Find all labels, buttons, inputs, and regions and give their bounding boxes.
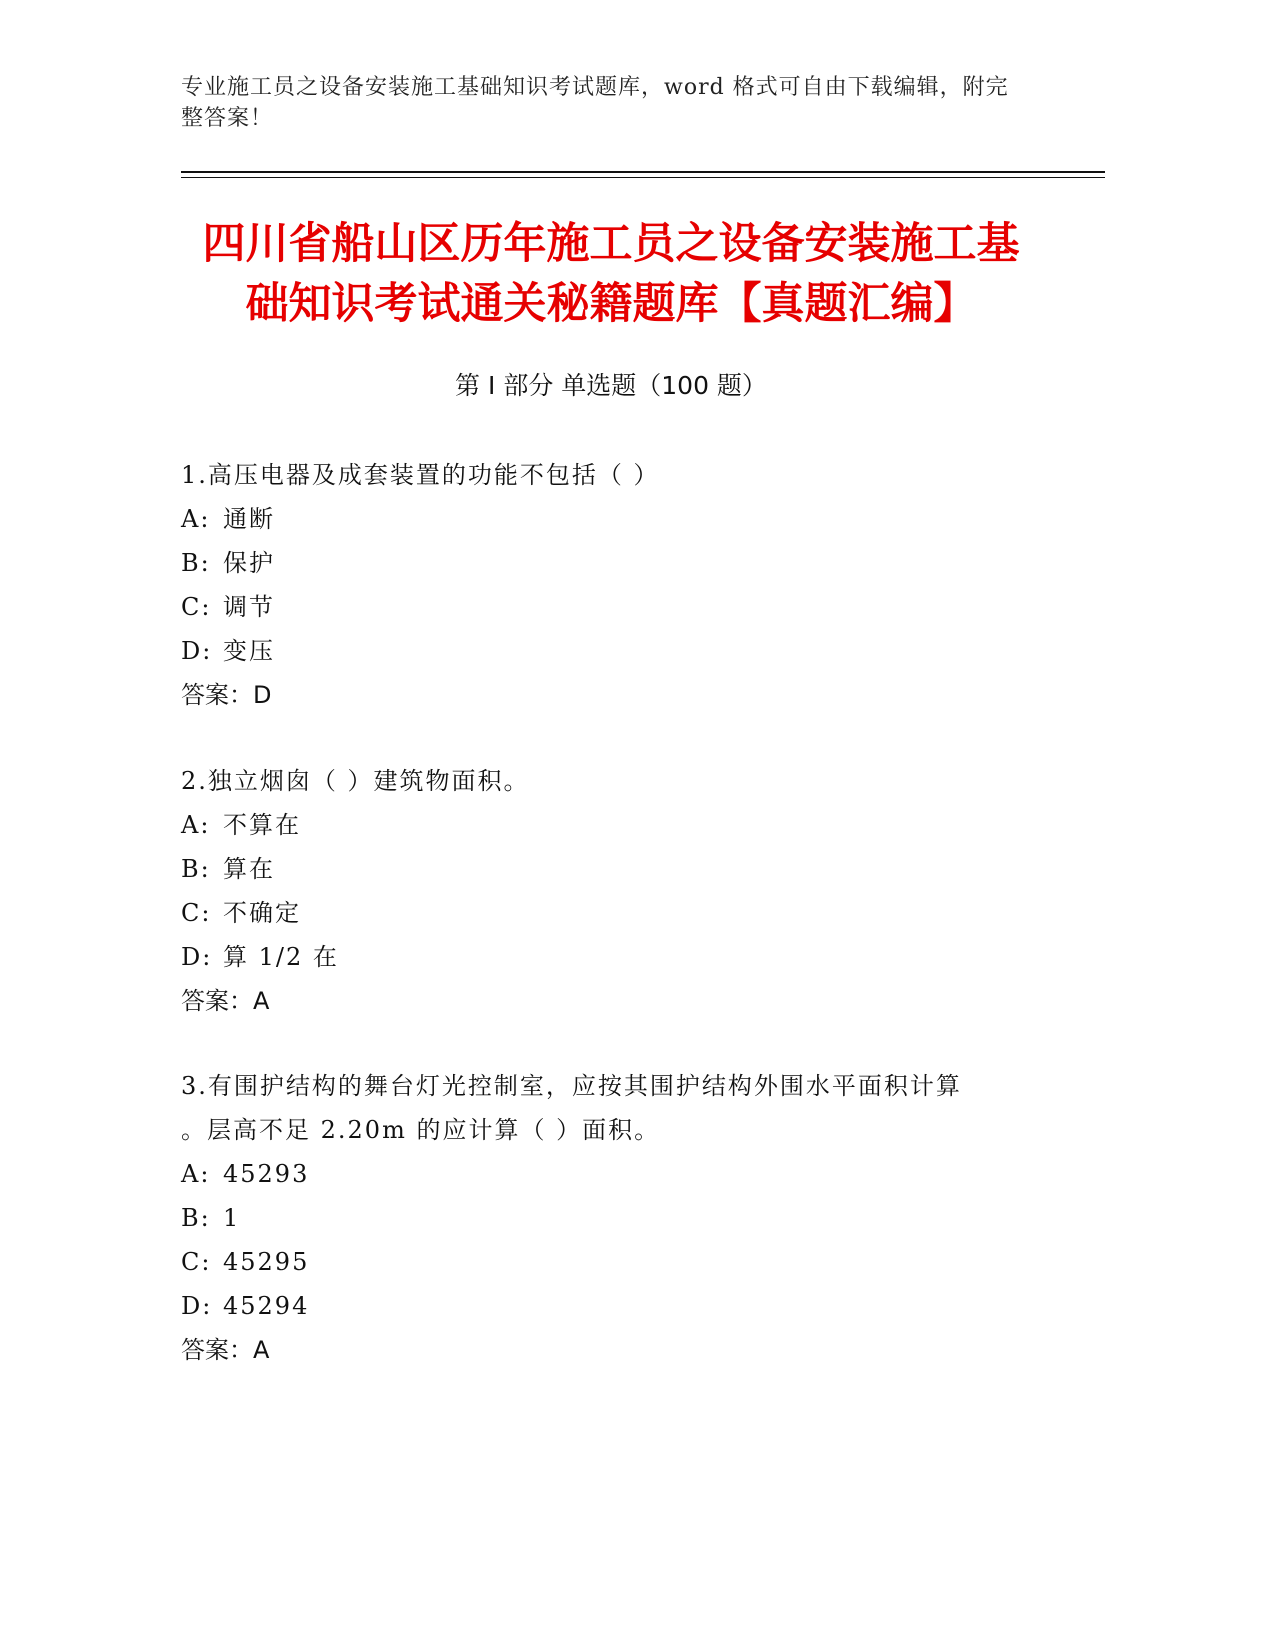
option-a bbox=[181, 497, 1061, 541]
option-key: B: bbox=[181, 549, 211, 577]
option-key: B: bbox=[181, 1204, 211, 1232]
option-text: 45295 bbox=[223, 1248, 310, 1276]
document-title-line-2: 础知识考试通关秘籍题库【真题汇编】 bbox=[245, 279, 977, 329]
option-c bbox=[181, 1240, 1061, 1284]
option-b bbox=[181, 541, 1061, 585]
option-d bbox=[181, 1284, 1061, 1328]
document-title-line-1: 四川省船山区历年施工员之设备安装施工基 bbox=[202, 219, 1020, 269]
question-3 bbox=[181, 1064, 1061, 1372]
option-d bbox=[181, 935, 1061, 979]
option-key: C: bbox=[181, 593, 212, 621]
option-key: C: bbox=[181, 1248, 212, 1276]
option-text: 保护 bbox=[223, 549, 275, 577]
question-stem: 1.高压电器及成套装置的功能不包括（ ） bbox=[181, 461, 660, 489]
question-1 bbox=[181, 453, 1061, 717]
header-note-line-2: 整答案！ bbox=[181, 106, 274, 131]
option-key: C: bbox=[181, 899, 212, 927]
option-b bbox=[181, 847, 1061, 891]
section-title: 第 I 部分 单选题（100 题） bbox=[455, 371, 767, 400]
option-text: 45294 bbox=[223, 1292, 310, 1320]
question-stem-line-2: 。层高不足 2.20m 的应计算（ ）面积。 bbox=[181, 1116, 661, 1144]
option-key: D: bbox=[181, 943, 213, 971]
option-text: 1 bbox=[223, 1204, 241, 1232]
option-b bbox=[181, 1196, 1061, 1240]
option-a bbox=[181, 803, 1061, 847]
option-text: 不确定 bbox=[223, 899, 301, 927]
option-text: 通断 bbox=[223, 505, 275, 533]
option-text: 调节 bbox=[223, 593, 275, 621]
document-title bbox=[181, 214, 1041, 334]
option-key: A: bbox=[181, 811, 211, 839]
option-key: D: bbox=[181, 1292, 213, 1320]
question-stem-line-1: 3.有围护结构的舞台灯光控制室，应按其围护结构外围水平面积计算 bbox=[181, 1072, 962, 1100]
option-text: 算 1/2 在 bbox=[223, 943, 339, 971]
answer-line: 答案：A bbox=[181, 987, 270, 1015]
header-note-line-1: 专业施工员之设备安装施工基础知识考试题库，word 格式可自由下载编辑，附完 bbox=[181, 75, 1009, 100]
header-divider-thin bbox=[181, 177, 1105, 178]
option-text: 不算在 bbox=[223, 811, 301, 839]
header-note bbox=[181, 72, 1031, 134]
question-2 bbox=[181, 759, 1061, 1023]
answer-line: 答案：A bbox=[181, 1336, 270, 1364]
answer-line: 答案：D bbox=[181, 681, 272, 709]
option-c bbox=[181, 585, 1061, 629]
option-text: 算在 bbox=[223, 855, 275, 883]
option-key: D: bbox=[181, 637, 213, 665]
option-text: 45293 bbox=[223, 1160, 310, 1188]
option-text: 变压 bbox=[223, 637, 275, 665]
question-stem: 2.独立烟囱（ ）建筑物面积。 bbox=[181, 767, 530, 795]
header-divider-thick bbox=[181, 171, 1105, 173]
option-c bbox=[181, 891, 1061, 935]
option-a bbox=[181, 1152, 1061, 1196]
option-d bbox=[181, 629, 1061, 673]
option-key: B: bbox=[181, 855, 211, 883]
option-key: A: bbox=[181, 1160, 211, 1188]
option-key: A: bbox=[181, 505, 211, 533]
